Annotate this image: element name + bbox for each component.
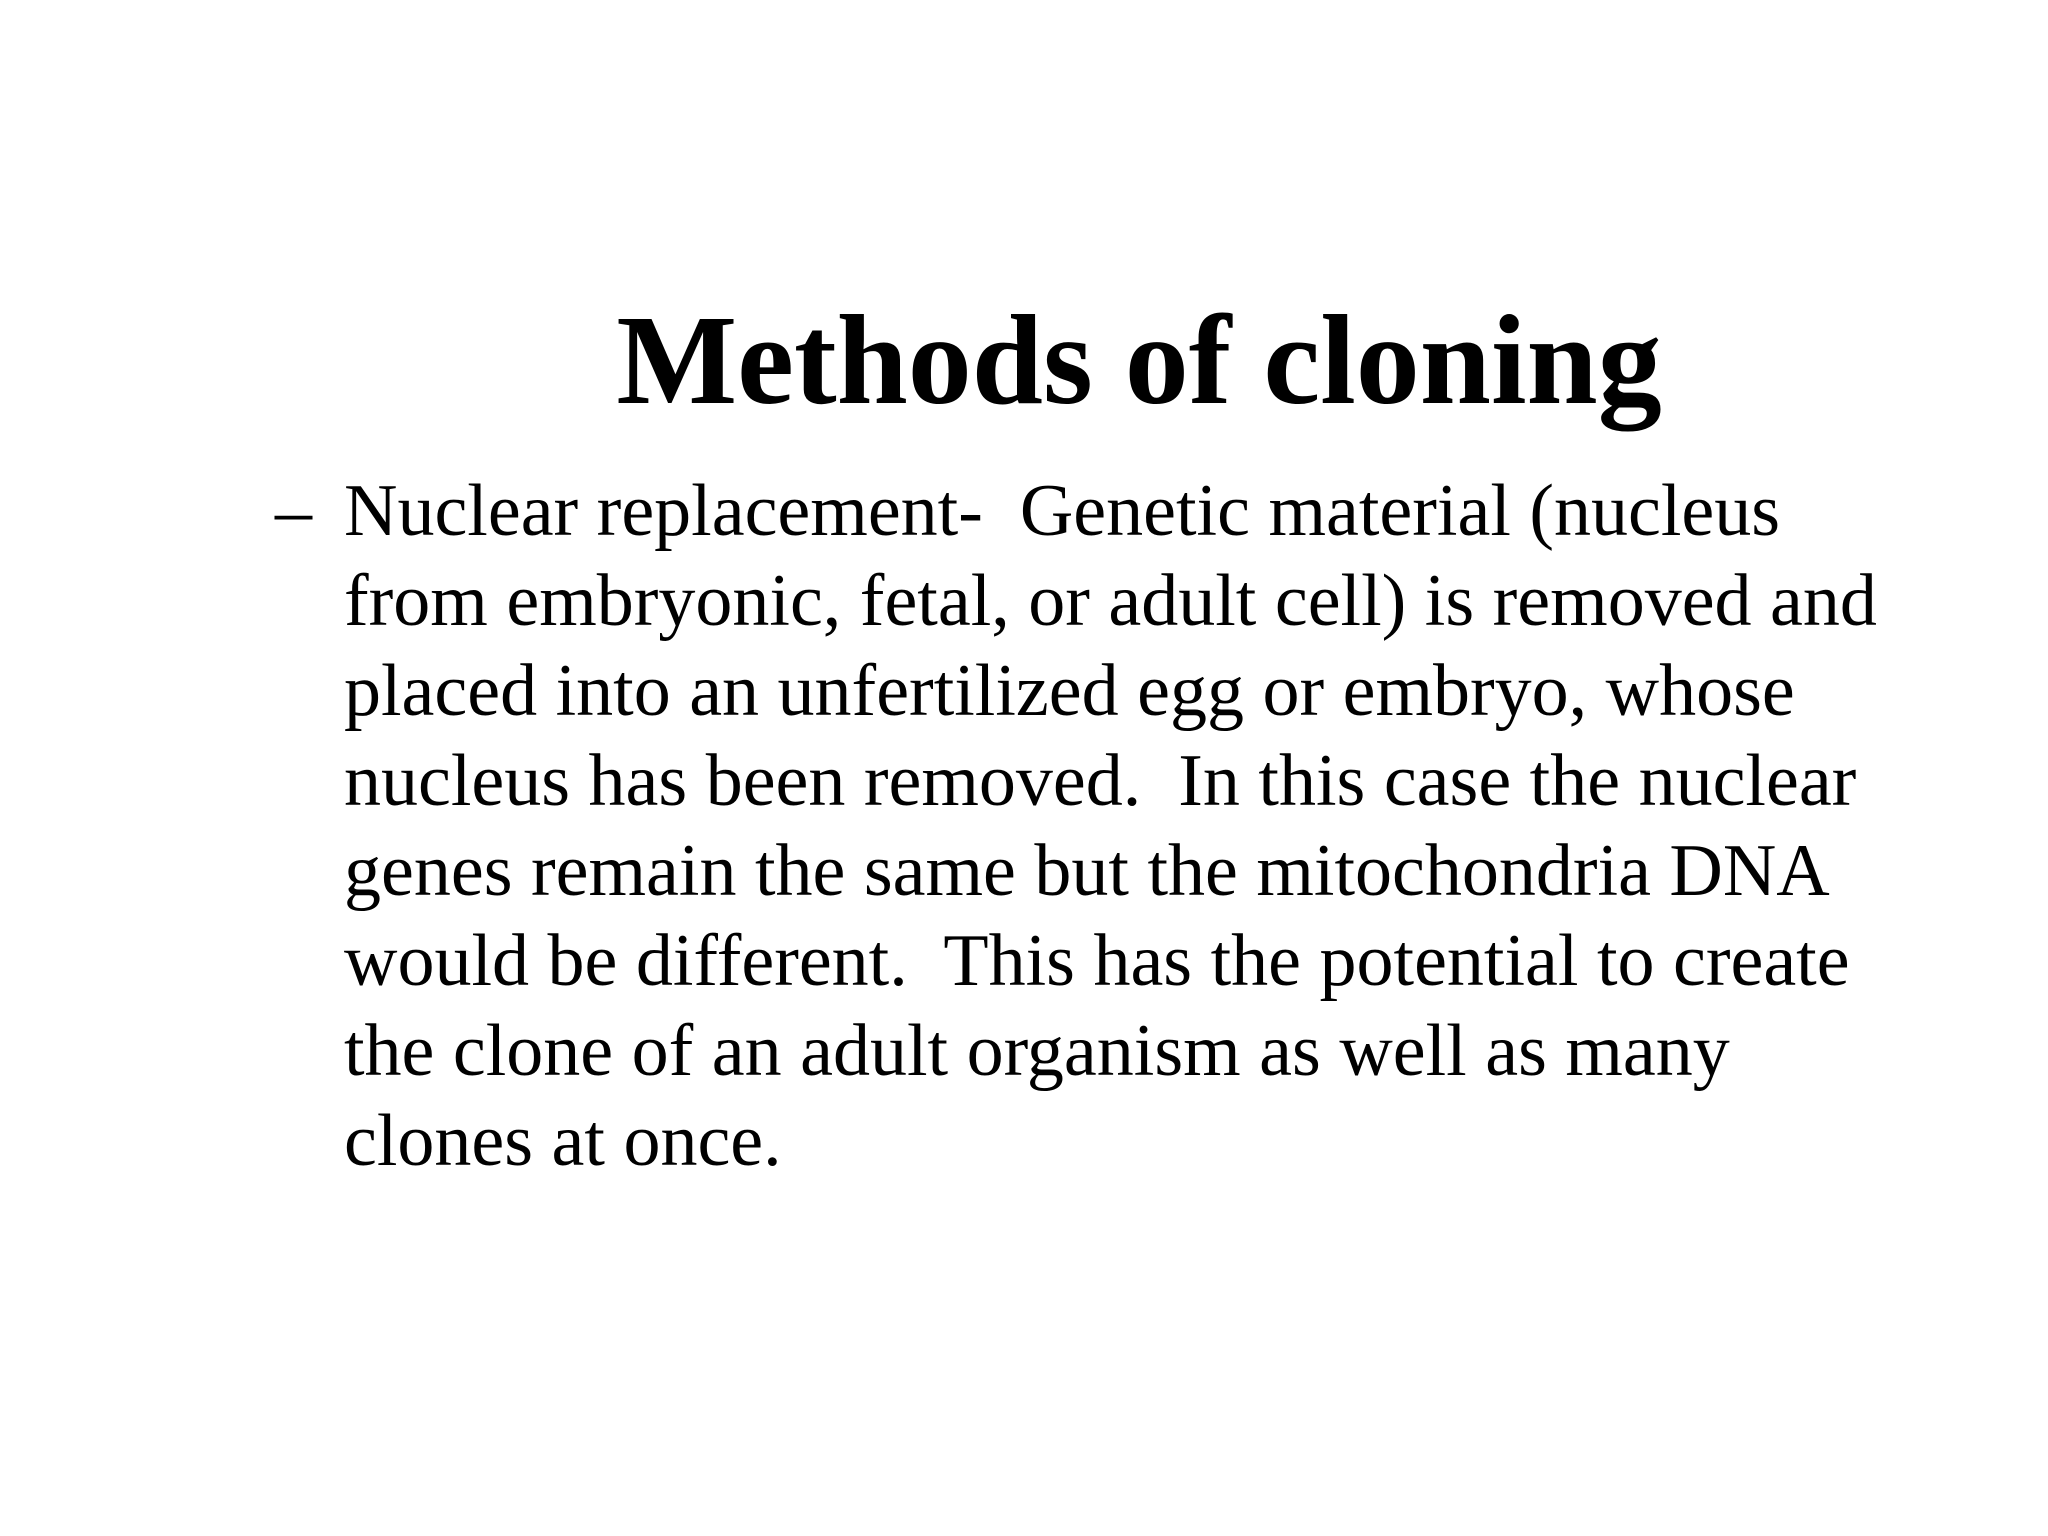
body-line: clones at once.	[344, 1100, 782, 1182]
body-line: placed into an unfertilized egg or embryo, whose	[344, 650, 1795, 732]
bullet-text	[344, 466, 1904, 1186]
body-line: would be different. This has the potential to create	[344, 920, 1850, 1002]
slide-title: Methods of cloning	[616, 289, 1662, 431]
body-line: the clone of an adult organism as well as many	[344, 1010, 1730, 1092]
body-line: Nuclear replacement- Genetic material (nucleus	[344, 470, 1781, 552]
body-line: nucleus has been removed. In this case the nuclear	[344, 740, 1857, 822]
bullet-dash: –	[275, 470, 312, 552]
body-line: from embryonic, fetal, or adult cell) is removed and	[344, 560, 1877, 642]
body-line: genes remain the same but the mitochondria DNA	[344, 830, 1830, 912]
